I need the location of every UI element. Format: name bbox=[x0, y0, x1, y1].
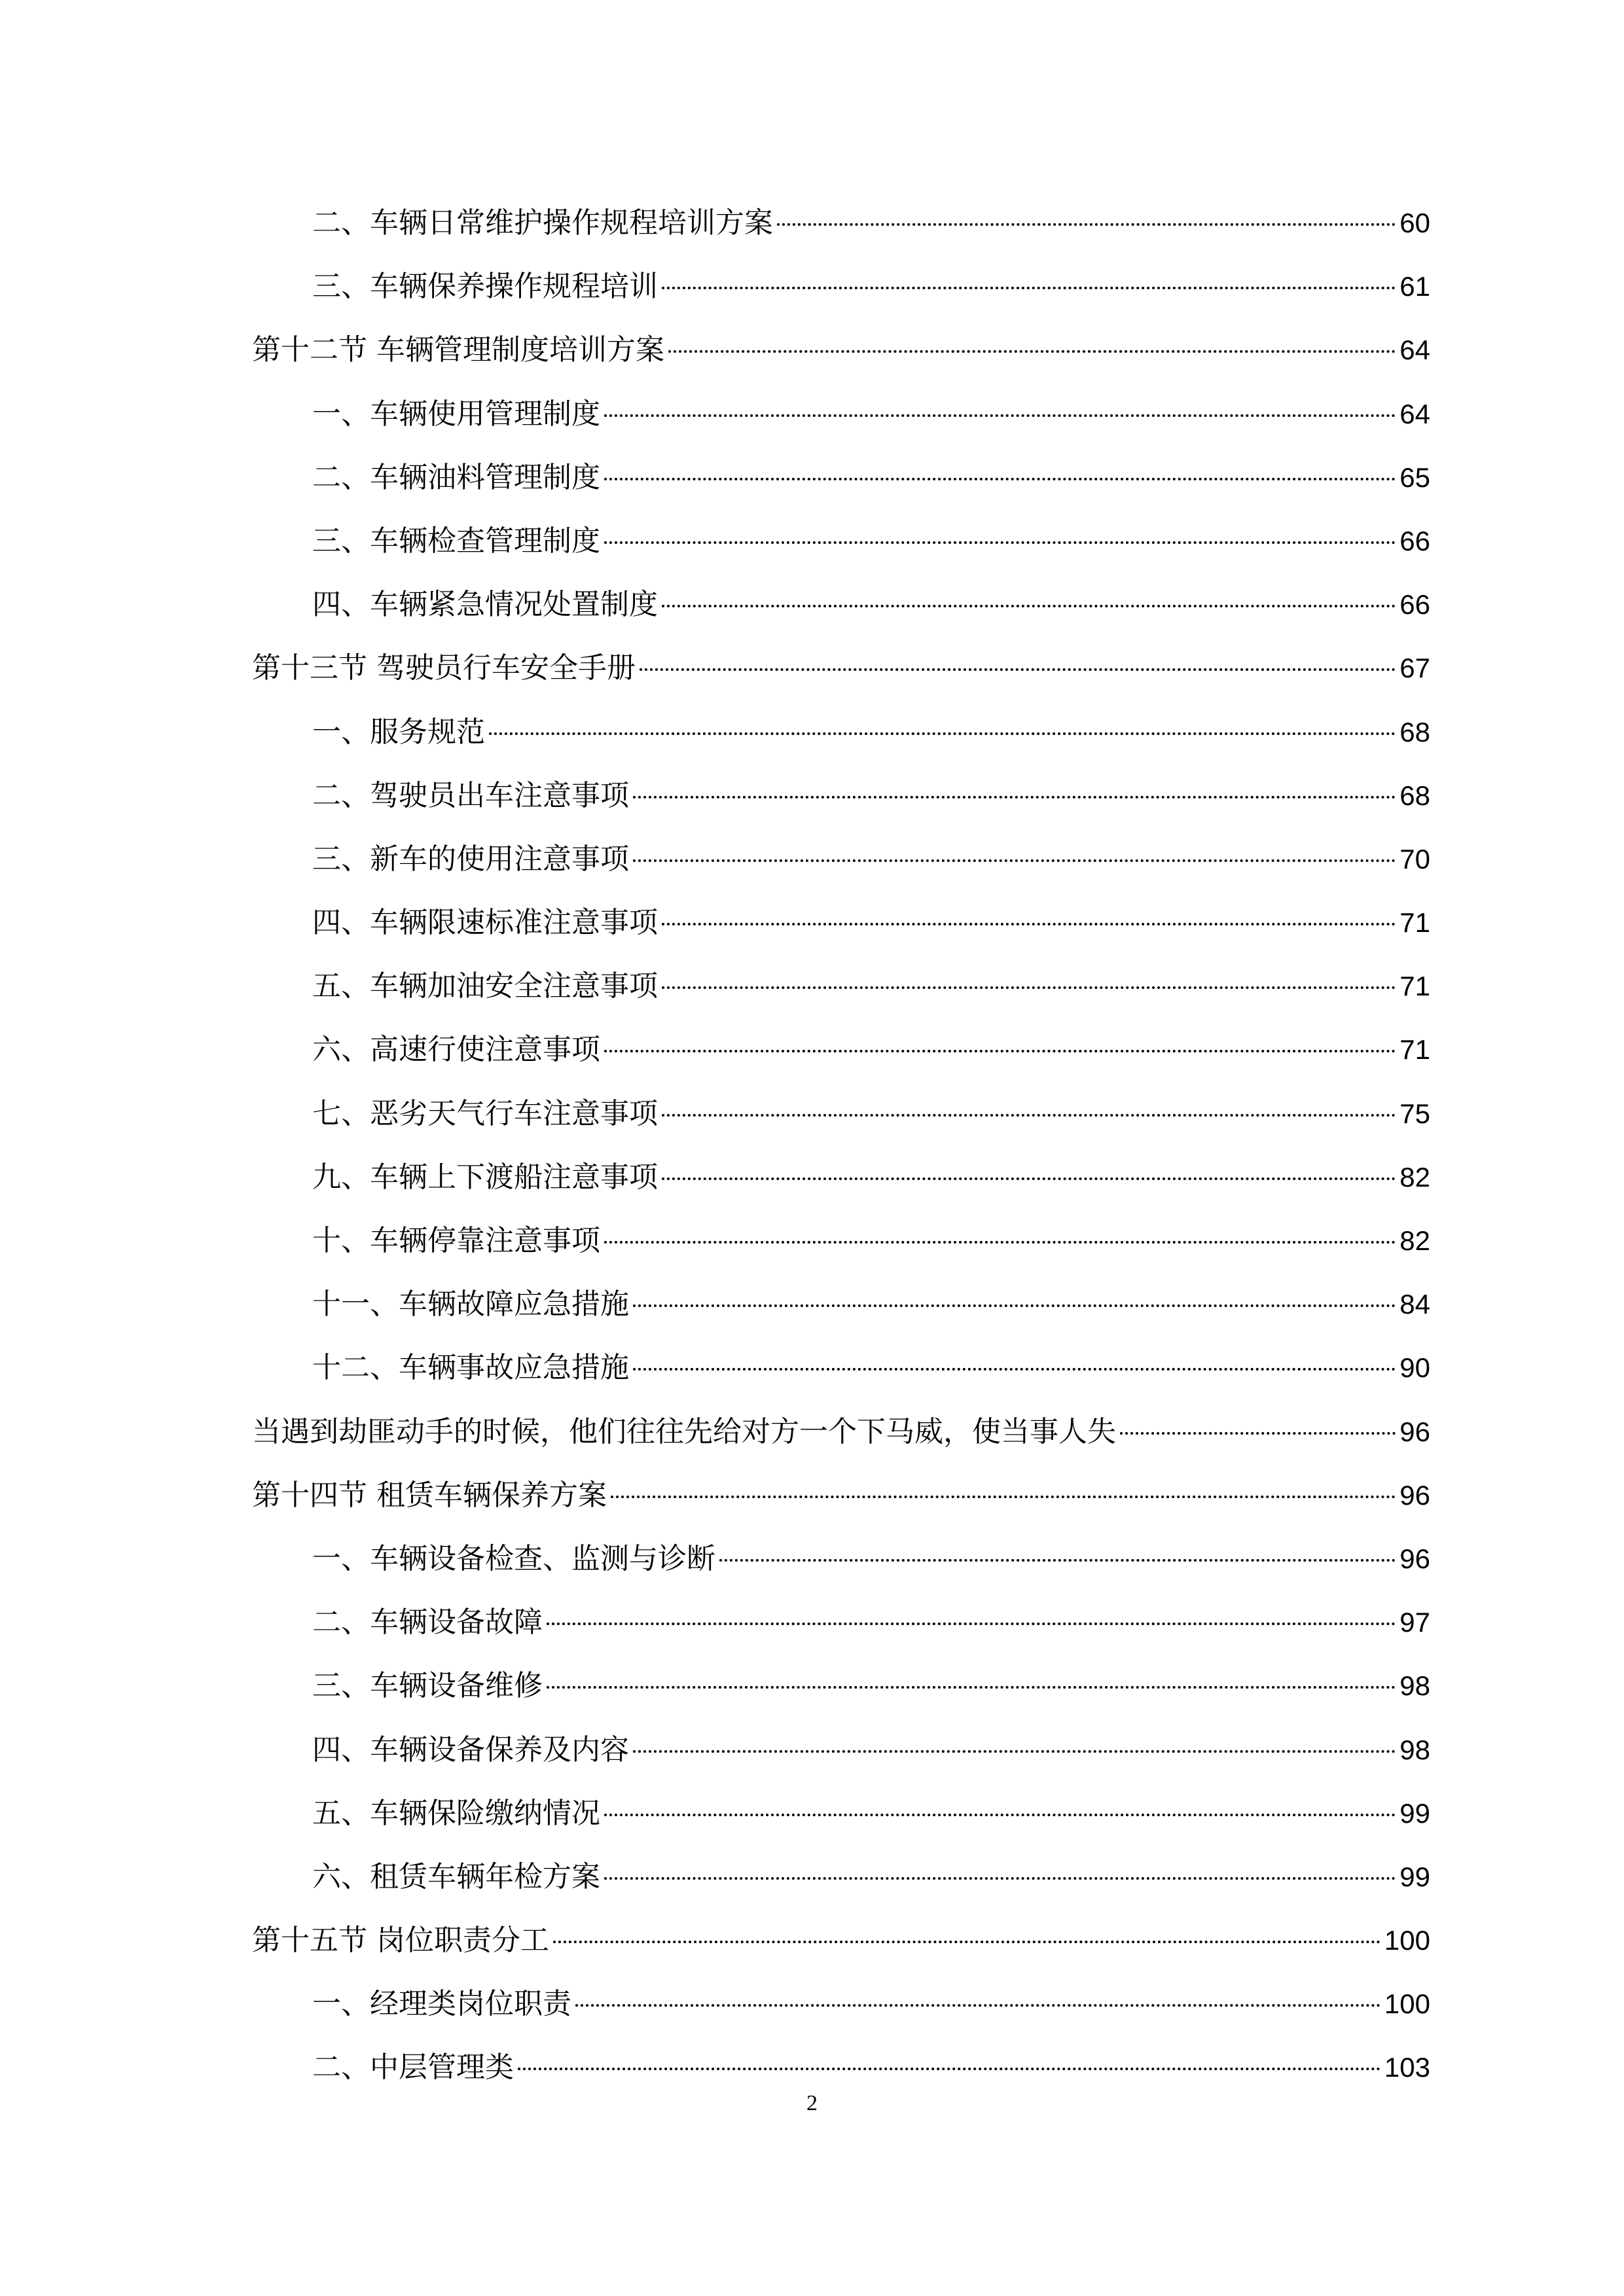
toc-entry[interactable] bbox=[252, 1782, 1430, 1845]
toc-entry[interactable] bbox=[252, 1336, 1430, 1399]
page-number: 2 bbox=[806, 2091, 818, 2115]
toc-entry[interactable] bbox=[252, 1463, 1430, 1527]
toc-entry[interactable] bbox=[252, 255, 1430, 318]
toc-dot-leader bbox=[575, 2004, 1380, 2007]
toc-entry-page-number: 64 bbox=[1399, 334, 1430, 366]
toc-entry-page-number: 84 bbox=[1399, 1289, 1430, 1320]
toc-dot-leader bbox=[547, 1623, 1396, 1625]
toc-entry[interactable] bbox=[252, 1654, 1430, 1717]
toc-dot-leader bbox=[518, 2068, 1380, 2070]
toc-entry-title: 五、车辆保险缴纳情况 bbox=[312, 1796, 600, 1830]
toc-entry-title: 十一、车辆故障应急措施 bbox=[312, 1287, 629, 1321]
toc-entry-page-number: 82 bbox=[1399, 1225, 1430, 1256]
toc-entry-title: 三、新车的使用注意事项 bbox=[312, 842, 629, 876]
toc-dot-leader bbox=[633, 859, 1396, 862]
toc-entry[interactable] bbox=[252, 191, 1430, 255]
toc-entry-title: 一、服务规范 bbox=[312, 715, 485, 749]
toc-entry-page-number: 71 bbox=[1399, 1034, 1430, 1066]
toc-entry[interactable] bbox=[252, 509, 1430, 573]
toc-entry[interactable] bbox=[252, 1209, 1430, 1272]
toc-entry-title: 六、高速行使注意事项 bbox=[312, 1033, 600, 1067]
toc-dot-leader bbox=[662, 287, 1396, 289]
toc-entry-page-number: 103 bbox=[1384, 2052, 1430, 2083]
toc-entry[interactable] bbox=[252, 1527, 1430, 1590]
toc-entry[interactable] bbox=[252, 1400, 1430, 1463]
toc-dot-leader bbox=[553, 1941, 1380, 1943]
toc-entry[interactable] bbox=[252, 1590, 1430, 1654]
toc-entry-page-number: 61 bbox=[1399, 271, 1430, 302]
toc-entry-page-number: 96 bbox=[1399, 1416, 1430, 1447]
toc-dot-leader bbox=[662, 923, 1396, 925]
toc-entry-title: 二、车辆日常维护操作规程培训方案 bbox=[312, 206, 773, 240]
toc-entry[interactable] bbox=[252, 1082, 1430, 1145]
toc-entry-title: 六、租赁车辆年检方案 bbox=[312, 1859, 600, 1893]
toc-entry[interactable] bbox=[252, 636, 1430, 700]
toc-entry-title: 第十二节 车辆管理制度培训方案 bbox=[252, 333, 664, 367]
toc-entry-page-number: 75 bbox=[1399, 1098, 1430, 1129]
toc-entry[interactable] bbox=[252, 954, 1430, 1018]
toc-entry-page-number: 71 bbox=[1399, 907, 1430, 939]
toc-entry-title: 三、车辆检查管理制度 bbox=[312, 524, 600, 558]
toc-entry-title: 四、车辆紧急情况处置制度 bbox=[312, 588, 658, 622]
toc-entry-title: 当遇到劫匪动手的时候，他们往往先给对方一个下马威，使当事人失 bbox=[252, 1414, 1116, 1448]
toc-entry-page-number: 60 bbox=[1399, 207, 1430, 238]
toc-dot-leader bbox=[640, 668, 1396, 671]
toc-dot-leader bbox=[662, 1177, 1396, 1180]
toc-entry-title: 二、中层管理类 bbox=[312, 2051, 514, 2085]
toc-entry-title: 二、驾驶员出车注意事项 bbox=[312, 778, 629, 812]
toc-dot-leader bbox=[611, 1496, 1396, 1498]
toc-entry-page-number: 90 bbox=[1399, 1352, 1430, 1384]
toc-entry[interactable] bbox=[252, 1272, 1430, 1336]
toc-dot-leader bbox=[489, 732, 1396, 735]
toc-entry[interactable] bbox=[252, 1145, 1430, 1209]
toc-entry-page-number: 96 bbox=[1399, 1543, 1430, 1574]
toc-entry-page-number: 71 bbox=[1399, 971, 1430, 1002]
toc-entry-title: 二、车辆设备故障 bbox=[312, 1605, 543, 1640]
toc-entry-title: 七、恶劣天气行车注意事项 bbox=[312, 1096, 658, 1130]
toc-dot-leader bbox=[662, 1114, 1396, 1117]
toc-entry-page-number: 96 bbox=[1399, 1479, 1430, 1511]
toc-entry-title: 四、车辆设备保养及内容 bbox=[312, 1732, 629, 1767]
toc-entry[interactable] bbox=[252, 1018, 1430, 1081]
toc-entry-title: 二、车辆油料管理制度 bbox=[312, 460, 600, 494]
toc-entry-title: 三、车辆设备维修 bbox=[312, 1669, 543, 1703]
toc-dot-leader bbox=[633, 1750, 1396, 1753]
toc-dot-leader bbox=[604, 1814, 1396, 1816]
toc-dot-leader bbox=[633, 1368, 1396, 1371]
toc-entry-title: 第十四节 租赁车辆保养方案 bbox=[252, 1478, 607, 1512]
toc-dot-leader bbox=[547, 1686, 1396, 1689]
toc-entry[interactable] bbox=[252, 382, 1430, 446]
toc-entry-title: 十二、车辆事故应急措施 bbox=[312, 1351, 629, 1385]
toc-entry-title: 五、车辆加油安全注意事项 bbox=[312, 969, 658, 1003]
toc-entry[interactable] bbox=[252, 1718, 1430, 1782]
toc-dot-leader bbox=[719, 1559, 1396, 1562]
toc-dot-leader bbox=[604, 541, 1396, 544]
toc-entry-title: 九、车辆上下渡船注意事项 bbox=[312, 1160, 658, 1194]
toc-entry-page-number: 98 bbox=[1399, 1670, 1430, 1702]
toc-entry-page-number: 66 bbox=[1399, 525, 1430, 556]
toc-dot-leader bbox=[604, 414, 1396, 417]
toc-entry-page-number: 99 bbox=[1399, 1861, 1430, 1892]
toc-entry-page-number: 100 bbox=[1384, 1925, 1430, 1956]
toc-entry-page-number: 67 bbox=[1399, 653, 1430, 684]
toc-entry-title: 一、车辆设备检查、监测与诊断 bbox=[312, 1541, 715, 1575]
toc-entry[interactable] bbox=[252, 827, 1430, 891]
toc-entry[interactable] bbox=[252, 1972, 1430, 2036]
toc-entry-title: 第十三节 驾驶员行车安全手册 bbox=[252, 651, 636, 685]
toc-entry-title: 一、车辆使用管理制度 bbox=[312, 397, 600, 431]
toc-entry-title: 三、车辆保养操作规程培训 bbox=[312, 270, 658, 304]
toc-entry-page-number: 68 bbox=[1399, 780, 1430, 811]
table-of-contents bbox=[252, 191, 1430, 2100]
toc-dot-leader bbox=[668, 350, 1396, 353]
toc-entry-page-number: 100 bbox=[1384, 1988, 1430, 2020]
toc-entry-page-number: 64 bbox=[1399, 398, 1430, 429]
toc-entry-page-number: 82 bbox=[1399, 1161, 1430, 1193]
toc-entry[interactable] bbox=[252, 1845, 1430, 1909]
toc-entry[interactable] bbox=[252, 318, 1430, 382]
toc-dot-leader bbox=[662, 605, 1396, 607]
toc-dot-leader bbox=[1120, 1432, 1396, 1435]
toc-entry-page-number: 66 bbox=[1399, 589, 1430, 620]
toc-entry-page-number: 99 bbox=[1399, 1797, 1430, 1829]
toc-dot-leader bbox=[604, 1241, 1396, 1244]
toc-dot-leader bbox=[633, 1304, 1396, 1307]
toc-dot-leader bbox=[633, 796, 1396, 798]
toc-entry[interactable] bbox=[252, 573, 1430, 636]
toc-entry-page-number: 97 bbox=[1399, 1607, 1430, 1638]
toc-dot-leader bbox=[662, 986, 1396, 989]
toc-dot-leader bbox=[777, 223, 1396, 226]
toc-entry-page-number: 68 bbox=[1399, 716, 1430, 747]
toc-entry[interactable] bbox=[252, 700, 1430, 764]
toc-dot-leader bbox=[604, 1877, 1396, 1880]
toc-entry-page-number: 65 bbox=[1399, 461, 1430, 493]
toc-entry-page-number: 70 bbox=[1399, 843, 1430, 874]
toc-dot-leader bbox=[604, 1050, 1396, 1052]
toc-entry[interactable] bbox=[252, 446, 1430, 509]
toc-entry-title: 一、经理类岗位职责 bbox=[312, 1987, 571, 2021]
toc-entry[interactable] bbox=[252, 891, 1430, 954]
toc-dot-leader bbox=[604, 478, 1396, 480]
toc-entry-page-number: 98 bbox=[1399, 1734, 1430, 1765]
toc-entry[interactable] bbox=[252, 764, 1430, 827]
toc-entry-title: 第十五节 岗位职责分工 bbox=[252, 1924, 549, 1958]
toc-entry-title: 十、车辆停靠注意事项 bbox=[312, 1224, 600, 1257]
toc-entry-title: 四、车辆限速标准注意事项 bbox=[312, 906, 658, 940]
toc-entry[interactable] bbox=[252, 1909, 1430, 1972]
toc-entry[interactable] bbox=[252, 2036, 1430, 2099]
